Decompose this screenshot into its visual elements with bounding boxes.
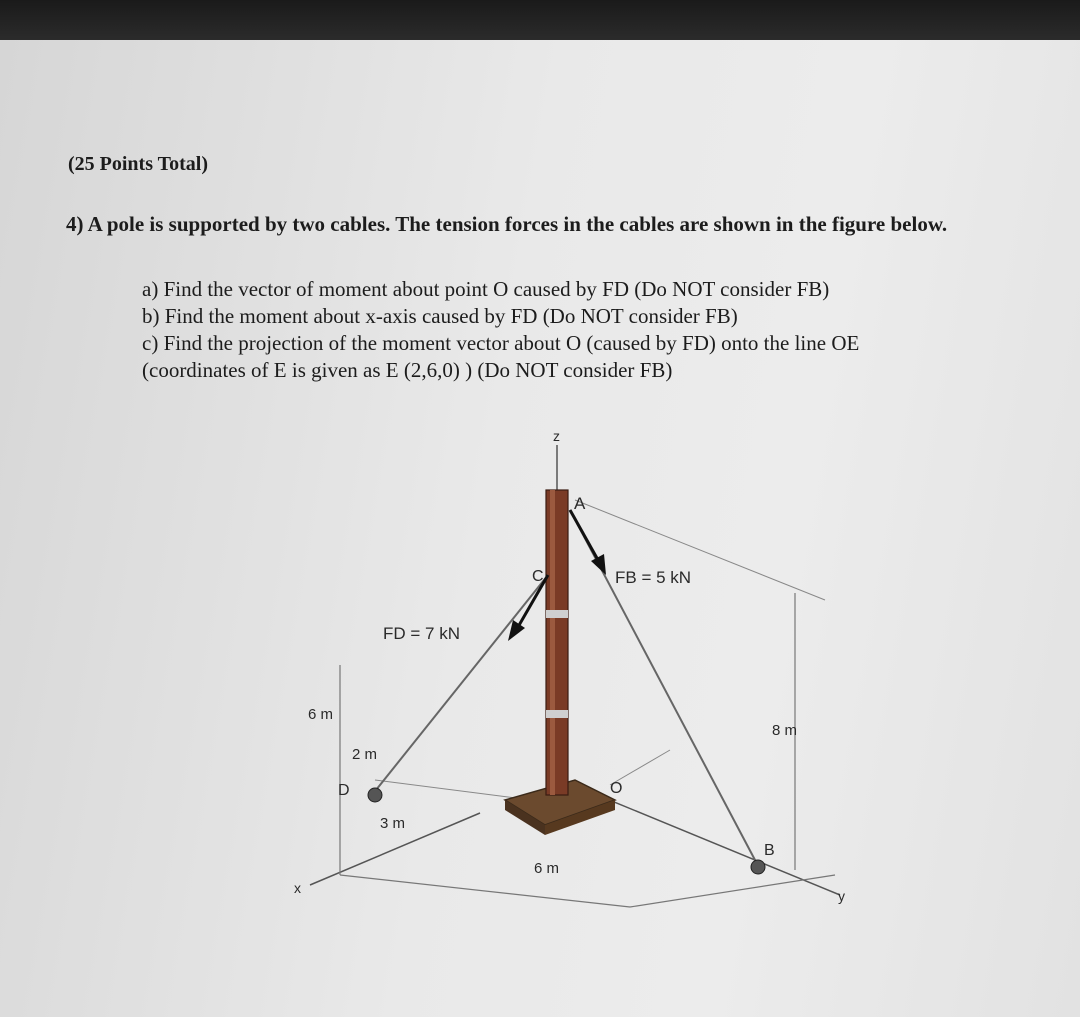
part-a: a) Find the vector of moment about point O caused by FD (Do NOT consider FB) <box>142 277 830 301</box>
points-heading: (25 Points Total) <box>68 153 209 175</box>
problem-statement: 4) A pole is supported by two cables. The tension forces in the cables are shown in the figure below. <box>66 212 948 236</box>
ground-line <box>575 500 825 600</box>
point-D-label: D <box>338 782 350 799</box>
pole-highlight <box>550 490 555 795</box>
pole <box>546 490 568 795</box>
dim-6m-bottom: 6 m <box>534 860 560 877</box>
point-O-label: O <box>610 780 623 797</box>
force-B-label: FB = 5 kN <box>615 568 692 587</box>
y-axis <box>585 790 840 895</box>
pole-band <box>546 710 568 718</box>
force-D-label: FD = 7 kN <box>383 624 460 643</box>
force-arrowhead-B <box>591 554 606 575</box>
pole-band <box>546 610 568 618</box>
point-A-label: A <box>574 494 586 513</box>
part-b: b) Find the moment about x-axis caused by FD (Do NOT consider FB) <box>142 304 738 328</box>
window-top-bar <box>0 0 1080 40</box>
point-C-label: C <box>532 568 544 585</box>
ground-line <box>340 875 630 907</box>
anchor-D <box>368 788 382 802</box>
part-c-line1: c) Find the projection of the moment vector about O (caused by FD) onto the line OE <box>142 331 860 355</box>
part-c-line2: (coordinates of E is given as E (2,6,0) ) (Do NOT consider FB) <box>142 358 673 382</box>
x-axis-label: x <box>294 880 301 896</box>
problem-parts <box>142 276 1042 384</box>
y-axis-label: y <box>838 888 845 904</box>
force-arrow-B <box>570 510 598 560</box>
dim-6m-left: 6 m <box>308 706 334 723</box>
point-B-label: B <box>764 842 775 859</box>
dim-2m: 2 m <box>352 746 378 763</box>
z-axis-label: z <box>553 428 560 444</box>
anchor-B <box>751 860 765 874</box>
dim-3m: 3 m <box>380 815 406 832</box>
dim-8m: 8 m <box>772 722 798 739</box>
ground-line <box>630 875 835 907</box>
cable-D <box>372 575 548 795</box>
pole-cable-figure <box>280 415 860 935</box>
